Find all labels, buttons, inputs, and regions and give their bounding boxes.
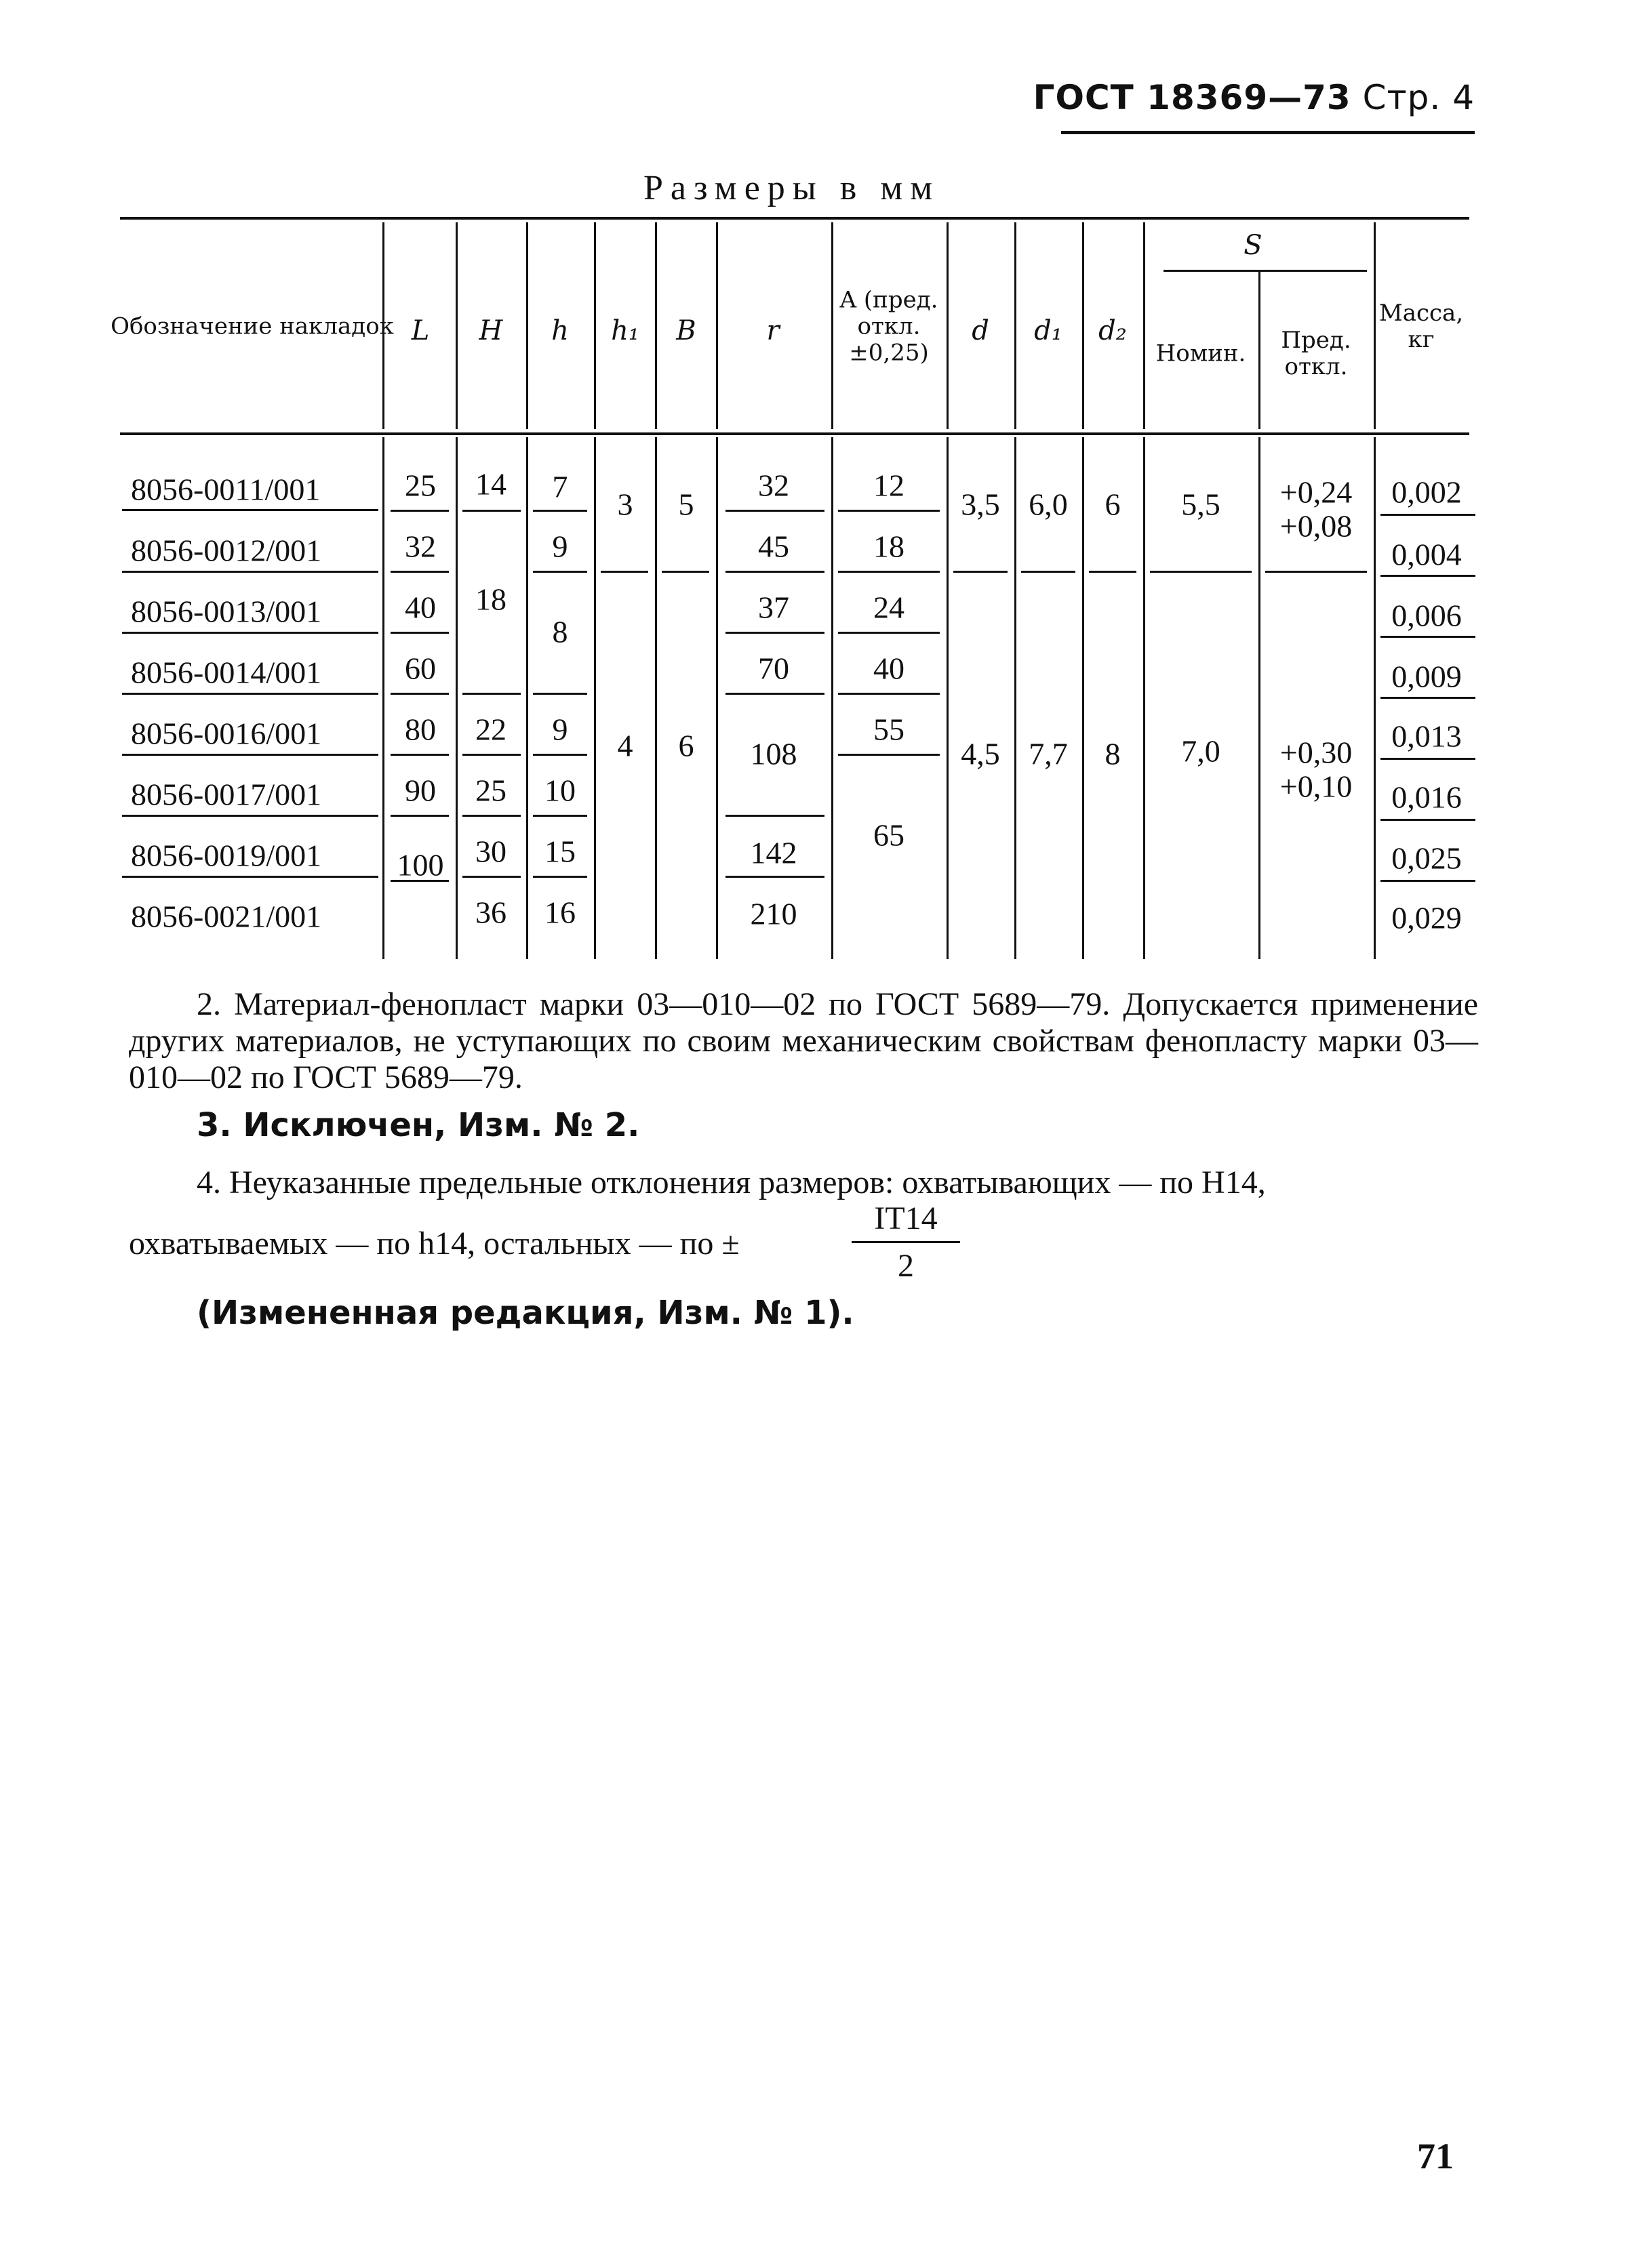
table-row-designation: 8056-0014/001 — [131, 655, 322, 690]
cell-S-tolerance: +0,30 — [1279, 735, 1353, 770]
cell-r: 45 — [758, 529, 789, 564]
col-sep — [382, 437, 384, 959]
page-label: Стр. 4 — [1362, 78, 1475, 117]
cell-mass: 0,025 — [1391, 841, 1462, 876]
row-rule — [1380, 575, 1475, 577]
col-sep — [655, 222, 657, 429]
standard-number: ГОСТ 18369—73 — [1033, 78, 1351, 117]
table-row-designation: 8056-0021/001 — [131, 899, 322, 934]
cell-r: 32 — [758, 468, 789, 503]
cell-L: 32 — [405, 529, 436, 564]
col-sep — [456, 222, 458, 429]
col-sep — [716, 437, 718, 959]
cell-h1: 4 — [617, 728, 633, 763]
cell-mass: 0,004 — [1391, 537, 1462, 572]
cell-d: 3,5 — [961, 487, 1000, 522]
row-rule — [462, 876, 521, 878]
row-rule — [462, 754, 521, 756]
col-header-h1: h₁ — [611, 315, 639, 346]
cell-A: 65 — [873, 817, 904, 853]
cell-d2: 8 — [1105, 736, 1121, 771]
cell-S-nominal: 5,5 — [1181, 487, 1220, 522]
row-rule — [122, 509, 378, 511]
note-4-line1: 4. Неуказанные предельные отклонения размеров: охватывающих — по H14, — [197, 1165, 1266, 1200]
table-row-designation: 8056-0016/001 — [131, 716, 322, 751]
cell-A: 12 — [873, 468, 904, 503]
cell-H: 36 — [475, 895, 506, 930]
col-sep — [594, 222, 596, 429]
col-header-H: H — [479, 315, 503, 346]
row-rule — [1380, 636, 1475, 638]
row-rule — [533, 815, 587, 817]
row-rule — [725, 510, 824, 512]
col-header-S-nominal: Номин. — [1155, 340, 1246, 367]
row-rule — [1089, 571, 1136, 573]
row-rule — [1380, 514, 1475, 516]
row-rule — [725, 571, 824, 573]
row-rule — [391, 571, 449, 573]
col-header-h: h — [551, 315, 569, 346]
col-sep — [1143, 437, 1145, 959]
col-sep — [526, 437, 528, 959]
col-sep — [1258, 437, 1260, 959]
cell-h: 16 — [544, 895, 576, 930]
header-bottom-rule — [120, 432, 1469, 435]
cell-L: 40 — [405, 590, 436, 625]
row-rule — [1380, 758, 1475, 760]
row-rule — [1150, 571, 1252, 573]
cell-r: 210 — [750, 896, 797, 931]
row-rule — [725, 815, 824, 817]
cell-A: 40 — [873, 651, 904, 686]
col-header-r: r — [766, 315, 780, 346]
row-rule — [462, 510, 521, 512]
table-caption: Размеры в мм — [643, 169, 940, 207]
row-rule — [122, 571, 378, 573]
cell-mass: 0,013 — [1391, 718, 1462, 754]
col-header-B: B — [676, 315, 696, 346]
col-sep — [1374, 222, 1376, 429]
cell-h: 9 — [552, 712, 568, 747]
row-rule — [953, 571, 1008, 573]
row-rule — [391, 693, 449, 695]
cell-H: 22 — [475, 712, 506, 747]
row-rule — [462, 815, 521, 817]
row-rule — [1265, 571, 1367, 573]
col-sep — [1374, 437, 1376, 959]
row-rule — [122, 876, 378, 878]
cell-S-nominal: 7,0 — [1181, 733, 1220, 769]
table-row-designation: 8056-0011/001 — [131, 472, 321, 507]
col-sep — [526, 222, 528, 429]
row-rule — [725, 876, 824, 878]
row-rule — [601, 571, 648, 573]
page-header — [1033, 78, 1475, 117]
cell-mass: 0,016 — [1391, 779, 1462, 815]
row-rule — [838, 571, 940, 573]
cell-h: 7 — [552, 469, 568, 504]
row-rule — [122, 632, 378, 634]
row-rule — [122, 815, 378, 817]
cell-S-tolerance: +0,10 — [1279, 769, 1353, 804]
cell-B: 6 — [678, 728, 694, 763]
col-sep — [716, 222, 718, 429]
cell-d1: 6,0 — [1029, 487, 1068, 522]
fraction-numerator: IT14 — [874, 1200, 938, 1236]
col-sep — [1014, 437, 1016, 959]
note-4-line2: охватываемых — по h14, остальных — по ± — [129, 1226, 740, 1261]
col-sep — [831, 222, 833, 429]
col-sep — [594, 437, 596, 959]
cell-H: 14 — [475, 466, 506, 502]
row-rule — [838, 510, 940, 512]
cell-r: 108 — [750, 736, 797, 771]
col-sep — [655, 437, 657, 959]
row-rule — [533, 693, 587, 695]
col-header-designation: Обозначение накладок — [111, 312, 394, 340]
cell-B: 5 — [678, 487, 694, 522]
table-row-designation: 8056-0019/001 — [131, 838, 322, 873]
cell-H: 18 — [475, 582, 506, 617]
row-rule — [838, 632, 940, 634]
cell-h: 10 — [544, 773, 576, 808]
cell-h: 8 — [552, 614, 568, 649]
fraction-denominator: 2 — [898, 1248, 914, 1284]
cell-mass: 0,002 — [1391, 474, 1462, 510]
cell-A: 24 — [873, 590, 904, 625]
row-rule — [838, 754, 940, 756]
col-header-S-tolerance: Пред. откл. — [1281, 326, 1351, 380]
col-header-d2: d₂ — [1098, 315, 1127, 346]
row-rule — [391, 510, 449, 512]
col-sep — [1143, 222, 1145, 429]
table-row-designation: 8056-0013/001 — [131, 594, 322, 629]
header-rule — [1061, 131, 1475, 134]
col-sep — [947, 222, 949, 429]
row-rule — [533, 510, 587, 512]
col-sep — [1082, 222, 1084, 429]
row-rule — [662, 571, 709, 573]
col-sep — [947, 437, 949, 959]
table-row-designation: 8056-0017/001 — [131, 777, 322, 812]
s-group-rule — [1163, 270, 1367, 272]
row-rule — [122, 693, 378, 695]
row-rule — [1380, 697, 1475, 699]
row-rule — [533, 876, 587, 878]
cell-d2: 6 — [1105, 487, 1121, 522]
row-rule — [1021, 571, 1075, 573]
row-rule — [838, 693, 940, 695]
cell-L: 100 — [397, 847, 444, 883]
col-header-A: A (пред. откл. ±0,25) — [839, 286, 938, 367]
col-header-S: S — [1244, 230, 1262, 261]
row-rule — [725, 693, 824, 695]
row-rule — [391, 632, 449, 634]
cell-mass: 0,009 — [1391, 659, 1462, 694]
note-3 — [197, 1107, 1471, 1144]
cell-L: 80 — [405, 712, 436, 747]
row-rule — [1380, 880, 1475, 882]
cell-A: 18 — [873, 529, 904, 564]
row-rule — [1380, 819, 1475, 821]
cell-h: 9 — [552, 529, 568, 564]
page-number: 71 — [1417, 2136, 1454, 2176]
note-2: 2. Материал-фенопласт марки 03—010—02 по ГОСТ 5689—79. Допускается применение других материалов, не уступающих по своим механическим свойствам фенопласту марки 03—010—02 по ГОСТ 5689—79. — [129, 986, 1478, 1095]
row-rule — [725, 632, 824, 634]
col-sep — [1258, 271, 1260, 429]
edition-text: (Измененная редакция, Изм. № 1). — [197, 1294, 854, 1332]
cell-S-tolerance: +0,24 — [1279, 474, 1353, 510]
cell-h1: 3 — [617, 487, 633, 522]
cell-h: 15 — [544, 834, 576, 869]
fraction-bar — [852, 1241, 960, 1243]
cell-mass: 0,006 — [1391, 598, 1462, 633]
cell-mass: 0,029 — [1391, 900, 1462, 935]
cell-L: 25 — [405, 468, 436, 503]
edition-note — [197, 1295, 1417, 1332]
col-header-d1: d₁ — [1034, 315, 1062, 346]
cell-d: 4,5 — [961, 736, 1000, 771]
cell-d1: 7,7 — [1029, 736, 1068, 771]
row-rule — [122, 754, 378, 756]
col-sep — [1014, 222, 1016, 429]
row-rule — [391, 815, 449, 817]
col-sep — [1082, 437, 1084, 959]
col-header-mass: Масса, кг — [1378, 299, 1464, 353]
cell-L: 60 — [405, 651, 436, 686]
row-rule — [533, 571, 587, 573]
row-rule — [533, 754, 587, 756]
fraction — [852, 1200, 960, 1284]
cell-A: 55 — [873, 712, 904, 747]
col-header-L: L — [411, 315, 430, 346]
cell-S-tolerance: +0,08 — [1279, 508, 1353, 544]
cell-H: 30 — [475, 834, 506, 869]
table-top-rule — [120, 217, 1469, 220]
cell-r: 70 — [758, 651, 789, 686]
cell-r: 37 — [758, 590, 789, 625]
row-rule — [391, 754, 449, 756]
table-row-designation: 8056-0012/001 — [131, 533, 322, 568]
col-sep — [831, 437, 833, 959]
cell-L: 90 — [405, 773, 436, 808]
col-sep — [456, 437, 458, 959]
cell-H: 25 — [475, 773, 506, 808]
row-rule — [462, 693, 521, 695]
note-3-text: 3. Исключен, Изм. № 2. — [197, 1106, 640, 1144]
cell-r: 142 — [750, 835, 797, 870]
col-header-d: d — [972, 315, 989, 346]
